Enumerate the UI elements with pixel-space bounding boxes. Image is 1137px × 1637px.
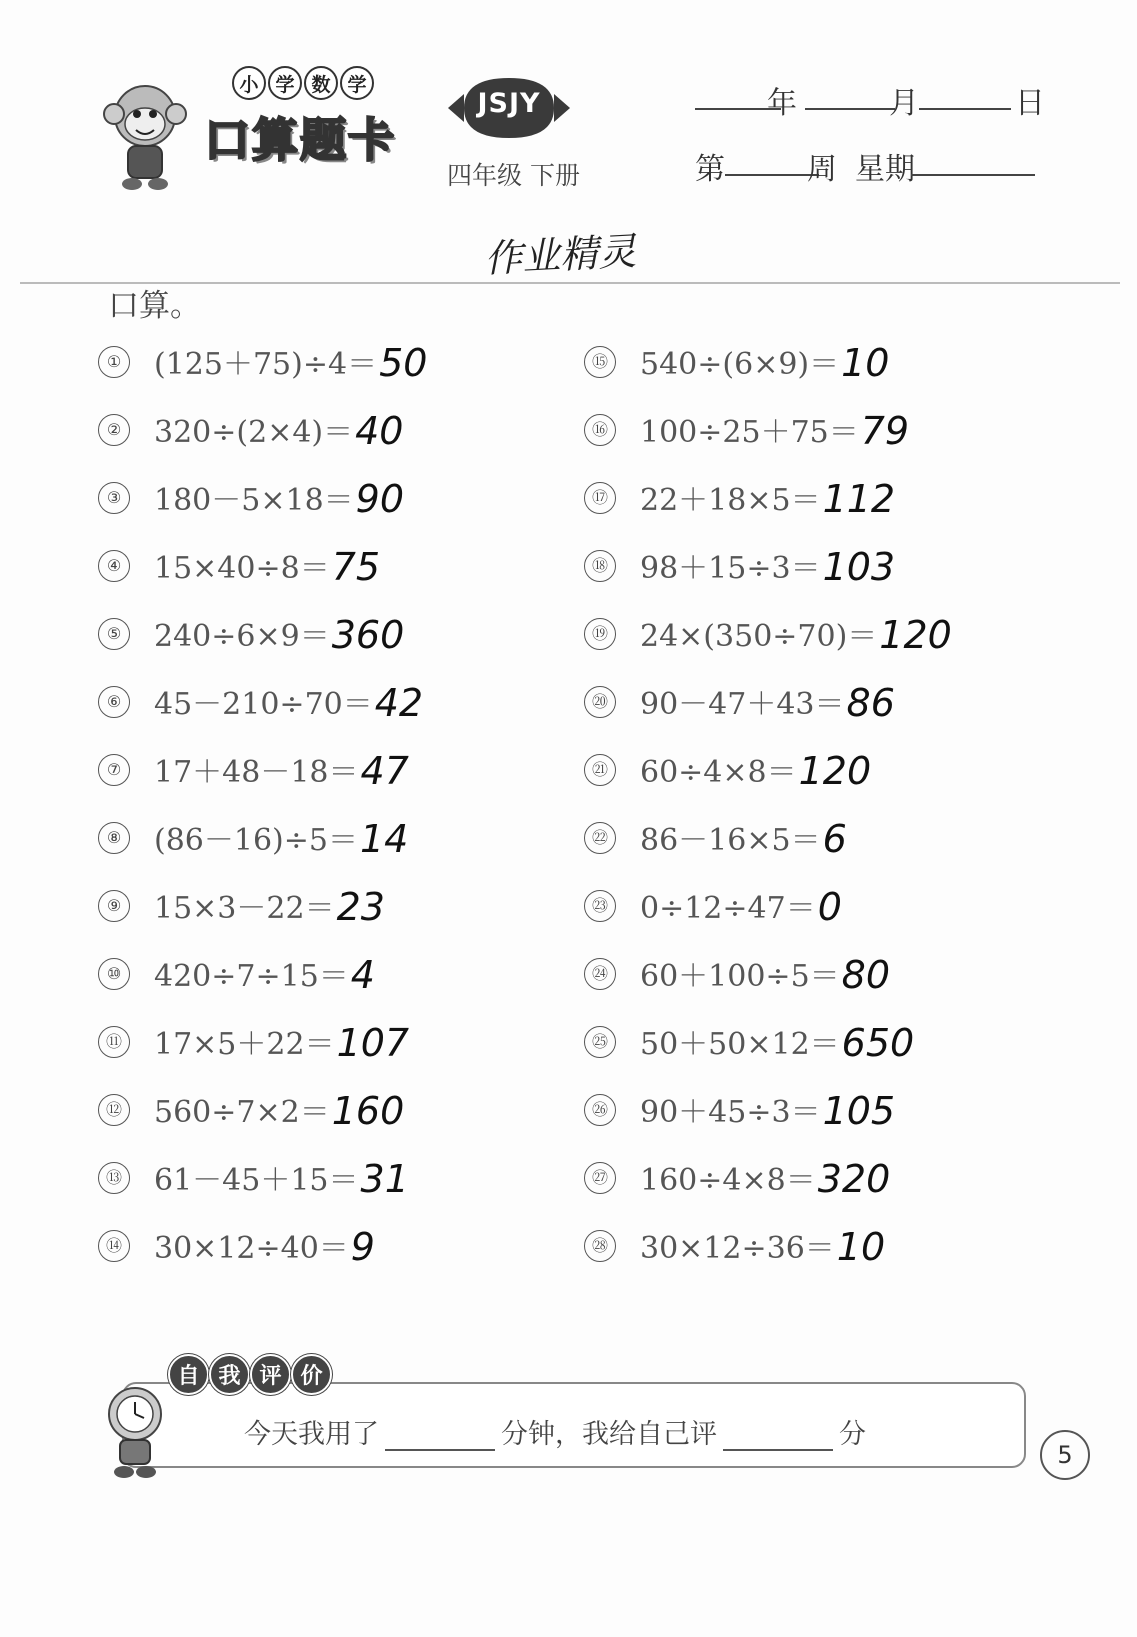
problem-answer[interactable]: 47 [360, 749, 409, 793]
problem-number: ㉕ [584, 1026, 616, 1058]
problem-number: ⑪ [98, 1026, 130, 1058]
problem-expression: 240÷6×9＝360 [154, 613, 405, 657]
problem-number: ⑥ [98, 686, 130, 718]
eval-part-2: 分钟，我给自己评 [501, 1419, 717, 1450]
problem-expression: 560÷7×2＝160 [154, 1089, 405, 1133]
self-eval-sentence [244, 1412, 866, 1451]
problem-expression: 45－210÷70＝42 [154, 681, 424, 725]
problem-answer[interactable]: 80 [841, 953, 891, 997]
problem-number: ⑩ [98, 958, 130, 990]
date-fields [695, 78, 1085, 121]
problem-number: ⑯ [584, 414, 616, 446]
problem-expression: 100÷25＋75＝79 [640, 409, 910, 453]
problem-number: ㉒ [584, 822, 616, 854]
problem-answer[interactable]: 42 [374, 681, 424, 725]
problem-answer[interactable]: 0 [817, 885, 842, 929]
brand-char: 小 [232, 66, 266, 100]
problem-answer[interactable]: 79 [860, 409, 910, 453]
problem-number: ⑳ [584, 686, 616, 718]
problem-expression: 50＋50×12＝650 [640, 1021, 915, 1065]
problem-answer[interactable]: 4 [350, 953, 375, 997]
eval-badge-char: 自 [168, 1354, 209, 1395]
score-blank[interactable] [723, 1423, 833, 1451]
problem-number: ⑤ [98, 618, 130, 650]
problem-expression: 15×3－22＝23 [154, 885, 385, 929]
brand-char: 数 [304, 66, 338, 100]
year-label: 年 [767, 86, 797, 121]
problem-expression: 0÷12÷47＝0 [640, 885, 842, 929]
problem-number: ㉖ [584, 1094, 616, 1126]
problem-expression: 86－16×5＝6 [640, 817, 847, 861]
eval-badge-char: 价 [291, 1354, 332, 1395]
problem-number: ⑮ [584, 346, 616, 378]
problem-expression: 98＋15÷3＝103 [640, 545, 896, 589]
brand-char: 学 [340, 66, 374, 100]
section-title: 口算。 [108, 288, 201, 324]
problem-number: ② [98, 414, 130, 446]
problem-expression: 30×12÷36＝10 [640, 1225, 886, 1269]
problem-answer[interactable]: 40 [355, 409, 404, 453]
problem-expression: 61－45＋15＝31 [154, 1157, 409, 1201]
problem-answer[interactable]: 50 [379, 341, 428, 385]
problem-answer[interactable]: 112 [822, 477, 896, 521]
problem-expression: 320÷(2×4)＝40 [154, 409, 404, 453]
problem-answer[interactable]: 75 [331, 545, 381, 589]
problem-expression: 17＋48－18＝47 [154, 749, 409, 793]
month-blank[interactable] [805, 78, 895, 110]
problem-expression: 60÷4×8＝120 [640, 749, 872, 793]
problem-answer[interactable]: 10 [836, 1225, 886, 1269]
problem-number: ㉘ [584, 1230, 616, 1262]
problem-expression: 420÷7÷15＝4 [154, 953, 375, 997]
problem-expression: 17×5＋22＝107 [154, 1021, 410, 1065]
problem-expression: 30×12÷40＝9 [154, 1225, 375, 1269]
problem-answer[interactable]: 650 [841, 1021, 915, 1065]
problem-number: ⑬ [98, 1162, 130, 1194]
problem-expression: 90－47＋43＝86 [640, 681, 895, 725]
jsjy-badge-text: JSJY [477, 88, 541, 119]
problem-number: ㉗ [584, 1162, 616, 1194]
problem-answer[interactable]: 320 [817, 1157, 891, 1201]
problem-expression: 540÷(6×9)＝10 [640, 341, 890, 385]
problem-number: ⑱ [584, 550, 616, 582]
stamp-watermark: 作业精灵 [483, 229, 638, 281]
problem-answer[interactable]: 86 [846, 681, 895, 725]
week-blank[interactable] [725, 144, 819, 176]
problem-number: ⑦ [98, 754, 130, 786]
weekday-blank[interactable] [911, 144, 1035, 176]
problem-answer[interactable]: 160 [331, 1089, 405, 1133]
problem-number: ⑰ [584, 482, 616, 514]
eval-part-3: 分 [839, 1419, 866, 1450]
problem-answer[interactable]: 360 [331, 613, 405, 657]
problem-expression: (86－16)÷5＝14 [154, 817, 409, 861]
weekday-label: 星期 [855, 152, 915, 187]
day-blank[interactable] [919, 78, 1011, 110]
problem-expression: (125＋75)÷4＝50 [154, 341, 428, 385]
problem-expression: 160÷4×8＝320 [640, 1157, 891, 1201]
problem-number: ㉔ [584, 958, 616, 990]
problem-expression: 180－5×18＝90 [154, 477, 405, 521]
problem-answer[interactable]: 107 [336, 1021, 410, 1065]
week-prefix-label: 第 [695, 152, 725, 187]
problem-number: ⑭ [98, 1230, 130, 1262]
problem-answer[interactable]: 105 [822, 1089, 896, 1133]
week-label: 周 [807, 152, 837, 187]
eval-badge-char: 评 [250, 1354, 291, 1395]
page-number: 5 [1040, 1430, 1090, 1480]
clock-mascot-icon [100, 1378, 170, 1480]
problem-number: ㉑ [584, 754, 616, 786]
eval-badge-char: 我 [209, 1354, 250, 1395]
problem-expression: 22＋18×5＝112 [640, 477, 896, 521]
problem-answer[interactable]: 31 [360, 1157, 409, 1201]
problem-answer[interactable]: 10 [841, 341, 890, 385]
monkey-mascot-icon [100, 78, 190, 193]
problem-number: ⑫ [98, 1094, 130, 1126]
problem-answer[interactable]: 90 [355, 477, 405, 521]
problem-answer[interactable]: 103 [822, 545, 896, 589]
brand-title: 口算题卡 [204, 113, 396, 167]
day-label: 日 [1015, 86, 1045, 121]
brand-char: 学 [268, 66, 302, 100]
problem-answer[interactable]: 120 [879, 613, 952, 657]
eval-part-1: 今天我用了 [244, 1419, 379, 1450]
grade-label: 四年级 下册 [447, 161, 580, 190]
problem-expression: 90＋45÷3＝105 [640, 1089, 896, 1133]
problem-expression: 60＋100÷5＝80 [640, 953, 891, 997]
problem-answer[interactable]: 23 [336, 885, 385, 929]
problem-expression: 15×40÷8＝75 [154, 545, 381, 589]
month-label: 月 [889, 86, 919, 121]
problem-number: ㉓ [584, 890, 616, 922]
brand-subtitle [232, 66, 374, 100]
problem-number: ⑲ [584, 618, 616, 650]
problem-number: ⑨ [98, 890, 130, 922]
problem-answer[interactable]: 6 [822, 817, 847, 861]
problem-answer[interactable]: 120 [798, 749, 872, 793]
problem-number: ⑧ [98, 822, 130, 854]
problem-number: ① [98, 346, 130, 378]
problem-number: ③ [98, 482, 130, 514]
problem-number: ④ [98, 550, 130, 582]
week-fields [695, 144, 1085, 187]
problem-answer[interactable]: 14 [359, 817, 409, 861]
problem-expression: 24×(350÷70)＝120 [640, 613, 952, 657]
self-eval-title [168, 1354, 332, 1395]
minutes-blank[interactable] [385, 1423, 495, 1451]
problem-answer[interactable]: 9 [350, 1225, 375, 1269]
